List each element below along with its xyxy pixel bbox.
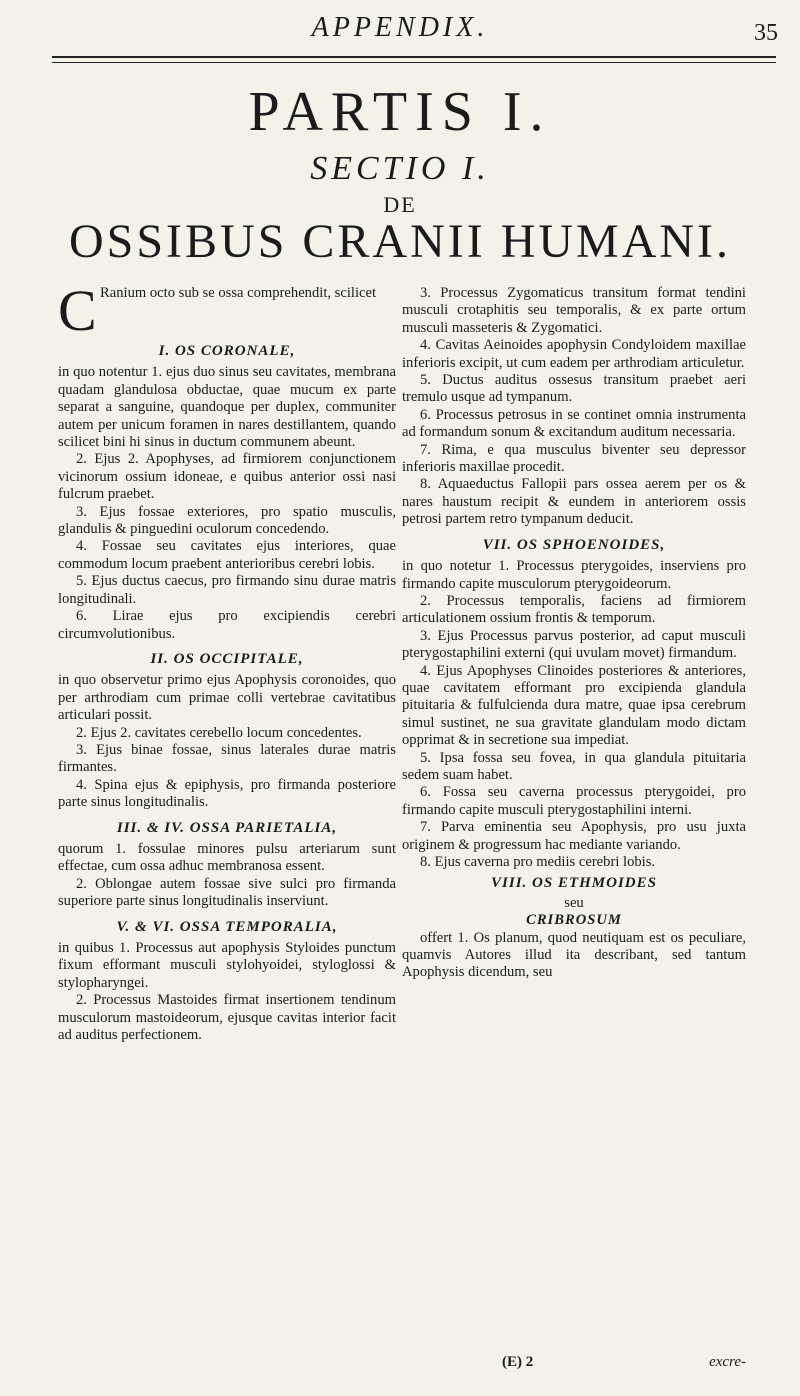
heading-os-sphoenoides: VII. OS SPHOENOIDES, (482, 536, 666, 553)
paragraph: offert 1. Os planum, quod neutiquam est os peculiare, quamvis Autores illud ita describant, sed tantum Apophysis dicendum, seu (402, 929, 746, 981)
left-column (58, 278, 396, 1044)
heading-seu: seu (564, 894, 584, 911)
heading-ossa-parietalia: III. & IV. OSSA PARIETALIA, (116, 819, 338, 836)
paragraph: 6. Processus petrosus in se continet omnia instrumenta ad formandum sonum & excitandum auditum necessaria. (402, 406, 746, 441)
page-number: 35 (754, 20, 778, 46)
paragraph: 4. Ejus Apophyses Clinoides posteriores & anteriores, quae cavitatem efformant pro excipienda glandula pituitaria & fulfulcienda dura matre, quae ipsa cerebrum simul sustinet, ne sua gravitate glandulam modo dictam opprimat & in secretione sua impediat. (402, 662, 746, 749)
paragraph: 5. Ipsa fossa seu fovea, in qua glandula pituitaria sedem suam habet. (402, 749, 746, 783)
paragraph: in quo notetur 1. Processus pterygoides, inserviens pro firmando capite musculorum pterygoideorum. (402, 558, 746, 592)
paragraph: 3. Ejus fossae exteriores, pro spatio musculis, glandulis & pinguedini oculorum concedendo. (58, 503, 396, 538)
paragraph: in quibus 1. Processus aut apophysis Styloides punctum fixum efformant musculi stylohyoidei, styloglossi & stylopharyngei. (58, 940, 396, 991)
right-column (402, 285, 746, 982)
paragraph: 2. Processus temporalis, faciens ad firmiorem articulationem ossium frontis & temporum. (402, 592, 746, 627)
paragraph: 7. Rima, e qua musculus biventer seu depressor inferioris maxillae procedit. (402, 441, 746, 476)
page-header (0, 10, 800, 70)
section-title: SECTIO I. (310, 150, 490, 187)
paragraph: in quo observetur primo ejus Apophysis coronoides, quo per arthrodiam cum primae colli vertebrae cavitatibus articulari possit. (58, 672, 396, 724)
page-footer (402, 1354, 746, 1376)
running-head: APPENDIX. (311, 12, 489, 43)
heading-os-occipitale: II. OS OCCIPITALE, (150, 650, 304, 667)
paragraph: 3. Ejus binae fossae, sinus laterales durae matris firmantes. (58, 741, 396, 776)
paragraph: 4. Fossae seu cavitates ejus interiores, quae commodum locum praebent anterioribus cerebri lobis. (58, 538, 396, 572)
intro-text: Ranium octo sub se ossa comprehendit, scilicet (100, 285, 377, 301)
heading-ossa-temporalia: V. & VI. OSSA TEMPORALIA, (116, 918, 338, 935)
paragraph: 2. Ejus 2. cavitates cerebello locum concedentes. (76, 724, 362, 741)
paragraph: 5. Ejus ductus caecus, pro firmando sinu durae matris longitudinali. (58, 573, 396, 607)
paragraph: 6. Lirae ejus pro excipiendis cerebri circumvolutionibus. (58, 608, 396, 642)
paragraph: 7. Parva eminentia seu Apophysis, pro usu juxta originem & progressum hac mediante variando. (402, 819, 746, 853)
paragraph: 8. Ejus caverna pro mediis cerebri lobis. (420, 854, 656, 870)
paragraph: 2. Processus Mastoides firmat insertionem tendinum musculorum mastoideorum, ejusque cavitas interior facit ad auditus perfectionem. (58, 992, 396, 1044)
paragraph: 8. Aquaeductus Fallopii pars ossea aerem per os & nares haustum recipit & eundem in anteriorem ossis petrosi partem retro tympanum deducit. (402, 476, 746, 528)
paragraph: 4. Spina ejus & epiphysis, pro firmanda posteriore parte sinus longitudinalis. (58, 776, 396, 811)
paragraph: 5. Ductus auditus ossesus transitum praebet aeri tremulo usque ad tympanum. (402, 372, 746, 406)
heading-os-coronale: I. OS CORONALE, (158, 343, 296, 359)
paragraph: 2. Ejus 2. Apophyses, ad firmiorem conjunctionem vicinorum ossium idoneae, e quibus anterior ossi nasi fulcrum praebet. (58, 451, 396, 503)
intro-paragraph (58, 278, 396, 343)
heading-cribrosum: CRIBROSUM (526, 912, 622, 929)
heading-os-ethmoides: VIII. OS ETHMOIDES (491, 875, 657, 892)
header-rule (52, 56, 776, 58)
paragraph: 6. Fossa seu caverna processus pterygoidei, pro firmando capite musculi pterygostaphilini interni. (402, 784, 746, 818)
paragraph: 4. Cavitas Aeinoides apophysin Condyloidem maxillae inferioris excipit, ut cum eadem per arthrodiam articuletur. (402, 337, 746, 371)
paragraph: 3. Ejus Processus parvus posterior, ad caput musculi pterygostaphilini externi (qui uvulam movet) firmandum. (402, 627, 746, 662)
header-rule-thin (52, 62, 776, 63)
signature-mark: (E) 2 (502, 1354, 534, 1370)
paragraph: 3. Processus Zygomaticus transitum format tendini musculi crotaphitis seu temporalis, & ex parte ortum musculi masseteris & Zygomatici. (402, 285, 746, 336)
catchword: excre- (709, 1354, 746, 1370)
drop-cap: C (58, 278, 97, 343)
paragraph: in quo notentur 1. ejus duo sinus seu cavitates, membrana quadam glandulosa obductae, quae mucum ex parte separat a sanguine, quandoque per duplex, communiter autem per unicum foramen in nares destillantem, quando scilicet bini hi sinus in ductum communem abeunt. (58, 364, 396, 451)
de-line: DE (383, 192, 417, 217)
paragraph: 2. Oblongae autem fossae sive sulci pro firmanda superiore parte sinus longitudinalis inserviunt. (58, 875, 396, 910)
paragraph: quorum 1. fossulae minores pulsu arteriarum sunt effectae, cum ossa adhuc membranosa essent. (58, 840, 396, 875)
main-title: OSSIBUS CRANII HUMANI. (68, 215, 732, 268)
part-title: PARTIS I. (248, 81, 552, 143)
